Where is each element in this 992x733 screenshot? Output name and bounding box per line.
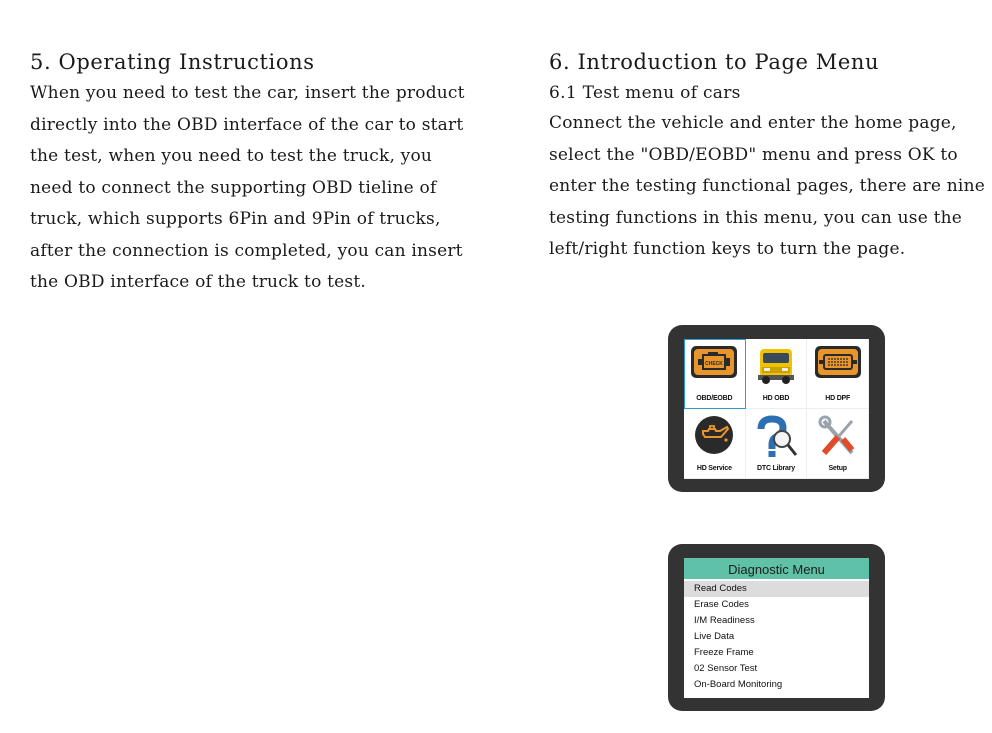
menu-item-o2-sensor-test[interactable]: 02 Sensor Test — [694, 663, 758, 674]
section-page-menu — [549, 48, 989, 266]
truck-icon — [754, 345, 798, 385]
menu-tile-obd-eobd[interactable] — [684, 339, 746, 409]
section-6-title: 6. Introduction to Page Menu — [549, 50, 880, 74]
check-engine-icon — [690, 345, 738, 379]
tile-label: Setup — [828, 465, 847, 472]
section-6-body: Connect the vehicle and enter the home page, select the "OBD/EOBD" menu and press OK to enter the testing functional pages, there are nine testing functions in this menu, you can use the left/right function keys to turn the page. — [549, 113, 985, 259]
menu-item-im-readiness[interactable]: I/M Readiness — [694, 615, 755, 626]
tile-label: DTC Library — [757, 465, 795, 472]
diagnostic-menu-list — [684, 579, 869, 693]
menu-item-read-codes[interactable]: Read Codes — [684, 581, 869, 597]
svg-text:CHECK: CHECK — [705, 361, 724, 367]
menu-item-freeze-frame[interactable]: Freeze Frame — [694, 647, 754, 658]
menu-item-erase-codes[interactable]: Erase Codes — [694, 599, 749, 610]
menu-tile-hd-service[interactable] — [684, 409, 746, 479]
menu-tile-hd-dpf[interactable] — [807, 339, 869, 409]
tools-icon — [816, 415, 860, 459]
home-screen — [684, 339, 869, 479]
magnifier-question-icon — [753, 415, 799, 459]
oil-can-icon — [694, 415, 734, 455]
diagnostic-menu-title: Diagnostic Menu — [684, 558, 869, 579]
section-operating-instructions — [30, 48, 470, 299]
menu-tile-dtc-library[interactable] — [746, 409, 808, 479]
menu-item-live-data[interactable]: Live Data — [694, 631, 735, 642]
dpf-icon — [814, 345, 862, 379]
tile-label: HD Service — [696, 465, 732, 472]
menu-tile-hd-obd[interactable] — [746, 339, 808, 409]
device-home-screen — [668, 325, 885, 492]
menu-tile-setup[interactable] — [807, 409, 869, 479]
section-6-1-subtitle: 6.1 Test menu of cars — [549, 83, 741, 103]
device-diagnostic-menu — [668, 544, 885, 711]
section-5-body: When you need to test the car, insert the product directly into the OBD interface of the car to start the test, when you need to test the truck, you need to connect the supporting OBD tieline of truck, which supports 6Pin and 9Pin of trucks, after the connection is completed, you can insert the OBD interface of the truck to test. — [30, 83, 465, 292]
diagnostic-menu-screen — [684, 558, 869, 698]
section-5-title: 5. Operating Instructions — [30, 50, 315, 74]
tile-label: HD OBD — [762, 395, 790, 402]
menu-item-on-board-monitoring[interactable]: On-Board Monitoring — [694, 679, 783, 690]
tile-label: HD DPF — [825, 395, 851, 402]
tile-label: OBD/EOBD — [696, 395, 733, 402]
